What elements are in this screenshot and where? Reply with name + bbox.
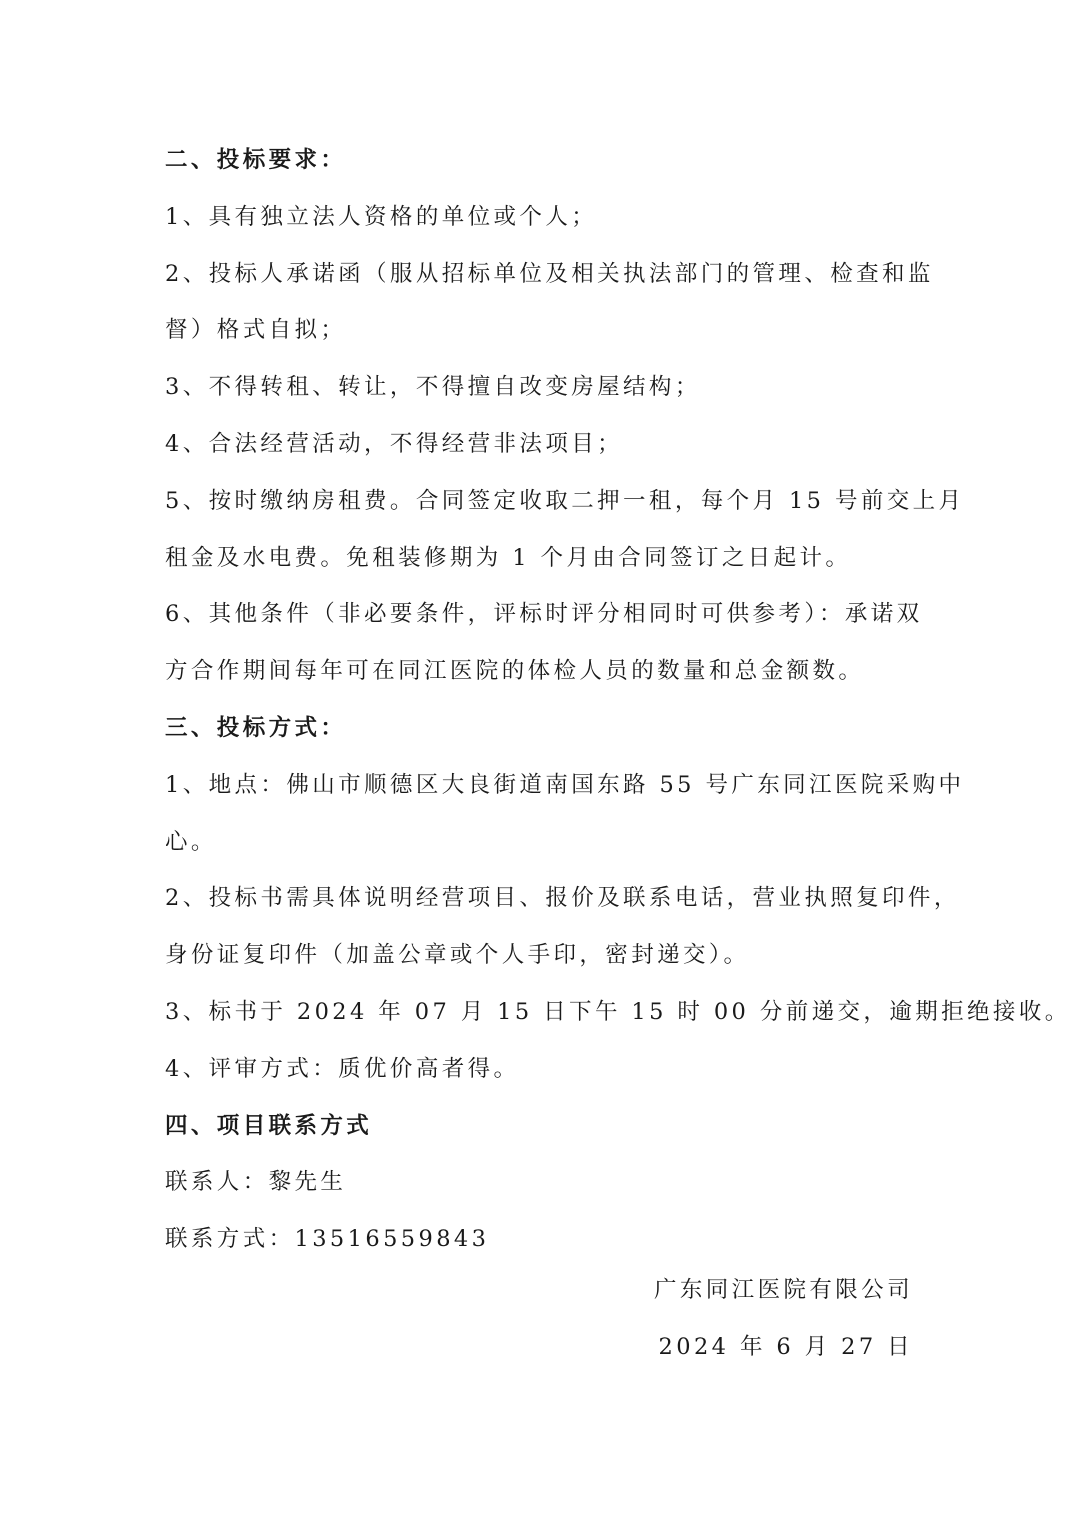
method-item-2: 2、投标书需具体说明经营项目、报价及联系电话，营业执照复印件， (165, 885, 960, 912)
requirement-item-3: 3、不得转租、转让，不得擅自改变房屋结构； (165, 374, 701, 401)
contact-person: 联系人：黎先生 (165, 1169, 347, 1196)
method-item-1-continued: 心。 (165, 828, 217, 855)
requirement-item-2: 2、投标人承诺函（服从招标单位及相关执法部门的管理、检查和监 (165, 260, 934, 287)
requirement-item-6: 6、其他条件（非必要条件，评标时评分相同时可供参考）：承诺双 (165, 601, 923, 628)
requirement-item-4: 4、合法经营活动，不得经营非法项目； (165, 430, 624, 457)
section-heading-contact: 四、项目联系方式 (165, 1112, 373, 1139)
requirement-item-1: 1、具有独立法人资格的单位或个人； (165, 203, 598, 230)
method-item-2-continued: 身份证复印件（加盖公章或个人手印，密封递交）。 (165, 942, 750, 969)
signature-date: 2024 年 6 月 27 日 (658, 1333, 913, 1360)
section-heading-bid-requirements: 二、投标要求： (165, 147, 347, 173)
contact-phone: 联系方式：13516559843 (165, 1226, 490, 1253)
signature-organization: 广东同江医院有限公司 (653, 1277, 913, 1303)
requirement-item-2-continued: 督）格式自拟； (165, 317, 347, 344)
requirement-item-5: 5、按时缴纳房租费。合同签定收取二押一租，每个月 15 号前交上月 (165, 487, 965, 514)
method-item-3: 3、标书于 2024 年 07 月 15 日下午 15 时 00 分前递交，逾期拒绝接收。 (165, 998, 1071, 1025)
document-body (165, 132, 1071, 1268)
method-item-4: 4、评审方式：质优价高者得。 (165, 1055, 520, 1082)
section-heading-bid-method: 三、投标方式： (165, 714, 347, 741)
requirement-item-6-continued: 方合作期间每年可在同江医院的体检人员的数量和总金额数。 (165, 658, 865, 685)
requirement-item-5-continued: 租金及水电费。免租装修期为 1 个月由合同签订之日起计。 (165, 544, 852, 571)
method-item-1: 1、地点：佛山市顺德区大良街道南国东路 55 号广东同江医院采购中 (165, 771, 965, 798)
signature-block (165, 1262, 917, 1376)
